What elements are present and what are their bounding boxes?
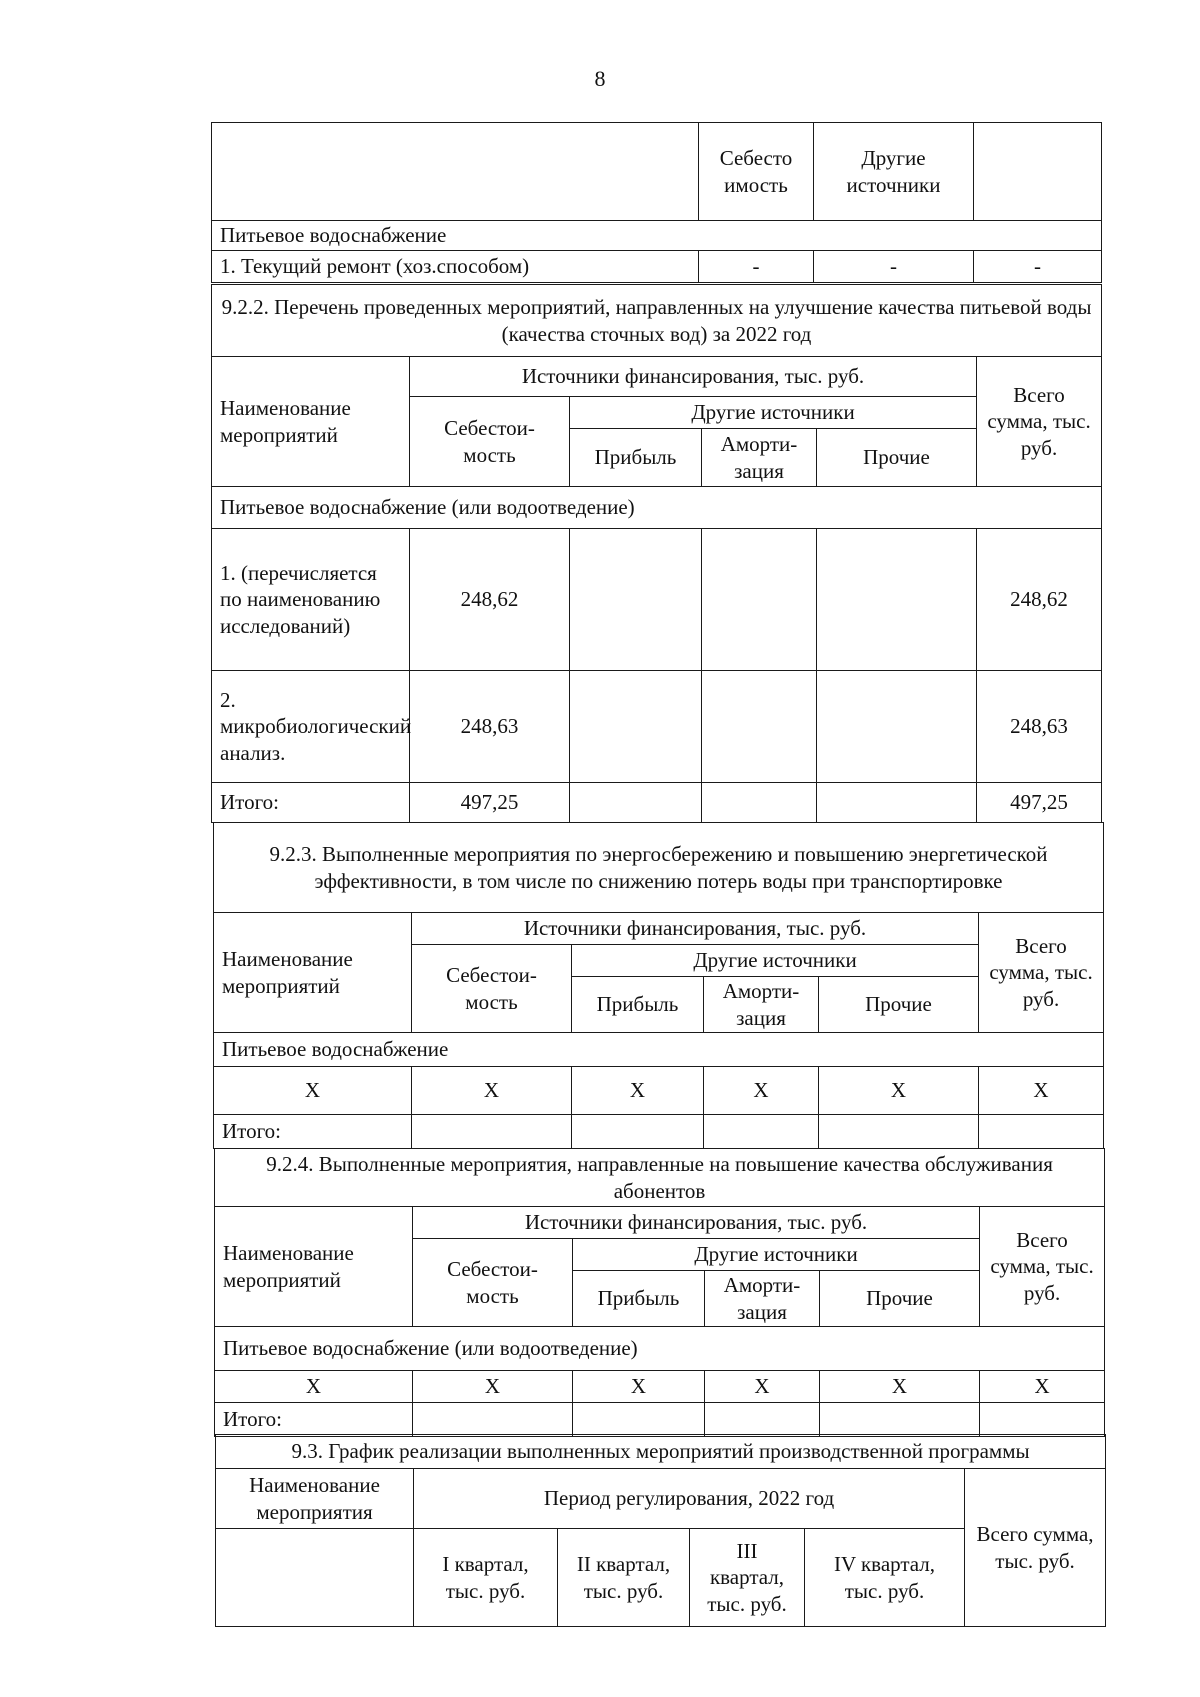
empty-cell [570, 671, 702, 783]
x-cell: Х [979, 1067, 1104, 1115]
empty-cell [817, 671, 977, 783]
header-profit: Прибыль [573, 1271, 705, 1327]
empty-cell [702, 529, 817, 671]
empty-cell [705, 1403, 820, 1437]
group-row: Питьевое водоснабжение (или водоотведение) [212, 487, 1102, 529]
table-9-2-3 [213, 822, 1104, 1149]
empty-cell [573, 1403, 705, 1437]
empty-cell [570, 529, 702, 671]
header-q1: I квартал, тыс. руб. [414, 1529, 558, 1627]
header-other-sources: Другие источники [572, 945, 979, 977]
header-amortization: Аморти-зация [705, 1271, 820, 1327]
header-total: Всего сумма, тыс. руб. [979, 913, 1104, 1033]
group-row: Питьевое водоснабжение [214, 1033, 1104, 1067]
empty-cell [572, 1115, 704, 1149]
x-cell: Х [412, 1067, 572, 1115]
header-profit: Прибыль [572, 977, 704, 1033]
itogo-label: Итого: [215, 1403, 413, 1437]
group-row: Питьевое водоснабжение [212, 221, 1102, 251]
empty-cell [817, 529, 977, 671]
header-other-sources: Другие источники [573, 1239, 980, 1271]
header-amortization: Аморти-зация [702, 429, 817, 487]
x-cell: Х [572, 1067, 704, 1115]
x-cell: Х [215, 1371, 413, 1403]
empty-cell [702, 783, 817, 823]
header-amortization: Аморти-зация [704, 977, 819, 1033]
empty-cell [413, 1403, 573, 1437]
row-cost: 248,63 [410, 671, 570, 783]
x-cell: Х [704, 1067, 819, 1115]
empty-header-cell [974, 123, 1102, 221]
x-cell: Х [820, 1371, 980, 1403]
empty-cell [819, 1115, 979, 1149]
header-profit: Прибыль [570, 429, 702, 487]
empty-cell [216, 1529, 414, 1627]
header-cost: Себестои-мость [412, 945, 572, 1033]
dash-cell: - [974, 251, 1102, 283]
header-sources: Источники финансирования, тыс. руб. [413, 1207, 980, 1239]
empty-header-cell [212, 123, 699, 221]
empty-cell [412, 1115, 572, 1149]
header-q2: II квартал, тыс. руб. [558, 1529, 690, 1627]
dash-cell: - [699, 251, 814, 283]
header-cost: Себестои-мость [413, 1239, 573, 1327]
x-cell: Х [819, 1067, 979, 1115]
row-name: 2. микробиологический анализ. [212, 671, 410, 783]
empty-cell [979, 1115, 1104, 1149]
header-other-sources: Другие источники [570, 397, 977, 429]
x-cell: Х [413, 1371, 573, 1403]
header-other: Прочие [819, 977, 979, 1033]
x-cell: Х [214, 1067, 412, 1115]
header-total: Всего сумма, тыс. руб. [965, 1469, 1106, 1627]
x-cell: Х [980, 1371, 1105, 1403]
header-total: Всего сумма, тыс. руб. [980, 1207, 1105, 1327]
empty-cell [817, 783, 977, 823]
header-other-sources: Другие источники [814, 123, 974, 221]
cost-table-fragment [211, 122, 1102, 283]
section-title-9-2-2: 9.2.2. Перечень проведенных мероприятий, направленных на улучшение качества питьевой воды (качества сточных вод) за 2022 год [212, 285, 1102, 357]
row-total: 248,62 [977, 529, 1102, 671]
header-name: Наименование мероприятий [214, 913, 412, 1033]
page-number: 8 [594, 66, 606, 91]
row-name: 1. (перечисляется по наименованию исследований) [212, 529, 410, 671]
header-sources: Источники финансирования, тыс. руб. [410, 357, 977, 397]
header-name: Наименование мероприятия [216, 1469, 414, 1529]
x-cell: Х [705, 1371, 820, 1403]
section-title-9-2-4: 9.2.4. Выполненные мероприятия, направленные на повышение качества обслуживания абонентов [215, 1149, 1105, 1207]
empty-cell [980, 1403, 1105, 1437]
empty-cell [704, 1115, 819, 1149]
header-sources: Источники финансирования, тыс. руб. [412, 913, 979, 945]
row-current-repair: 1. Текущий ремонт (хоз.способом) [212, 251, 699, 283]
table-9-2-2 [211, 284, 1102, 823]
section-title-9-2-3: 9.2.3. Выполненные мероприятия по энергосбережению и повышению энергетической эффективности, в том числе по снижению потерь воды при транспортировке [214, 823, 1104, 913]
header-cost: Себесто имость [699, 123, 814, 221]
empty-cell [820, 1403, 980, 1437]
header-other: Прочие [820, 1271, 980, 1327]
table-9-3 [215, 1434, 1106, 1627]
header-name: Наименование мероприятий [212, 357, 410, 487]
itogo-total: 497,25 [977, 783, 1102, 823]
group-row: Питьевое водоснабжение (или водоотведение) [215, 1327, 1105, 1371]
header-q3: III квартал, тыс. руб. [690, 1529, 805, 1627]
empty-cell [570, 783, 702, 823]
header-total: Всего сумма, тыс. руб. [977, 357, 1102, 487]
table-9-2-4 [214, 1148, 1105, 1437]
section-title-9-3: 9.3. График реализации выполненных мероприятий производственной программы [216, 1435, 1106, 1469]
header-q4: IV квартал, тыс. руб. [805, 1529, 965, 1627]
header-period: Период регулирования, 2022 год [414, 1469, 965, 1529]
dash-cell: - [814, 251, 974, 283]
header-name: Наименование мероприятий [215, 1207, 413, 1327]
x-cell: Х [573, 1371, 705, 1403]
itogo-label: Итого: [214, 1115, 412, 1149]
itogo-cost: 497,25 [410, 783, 570, 823]
header-other: Прочие [817, 429, 977, 487]
itogo-label: Итого: [212, 783, 410, 823]
row-cost: 248,62 [410, 529, 570, 671]
empty-cell [702, 671, 817, 783]
header-cost: Себестои-мость [410, 397, 570, 487]
row-total: 248,63 [977, 671, 1102, 783]
